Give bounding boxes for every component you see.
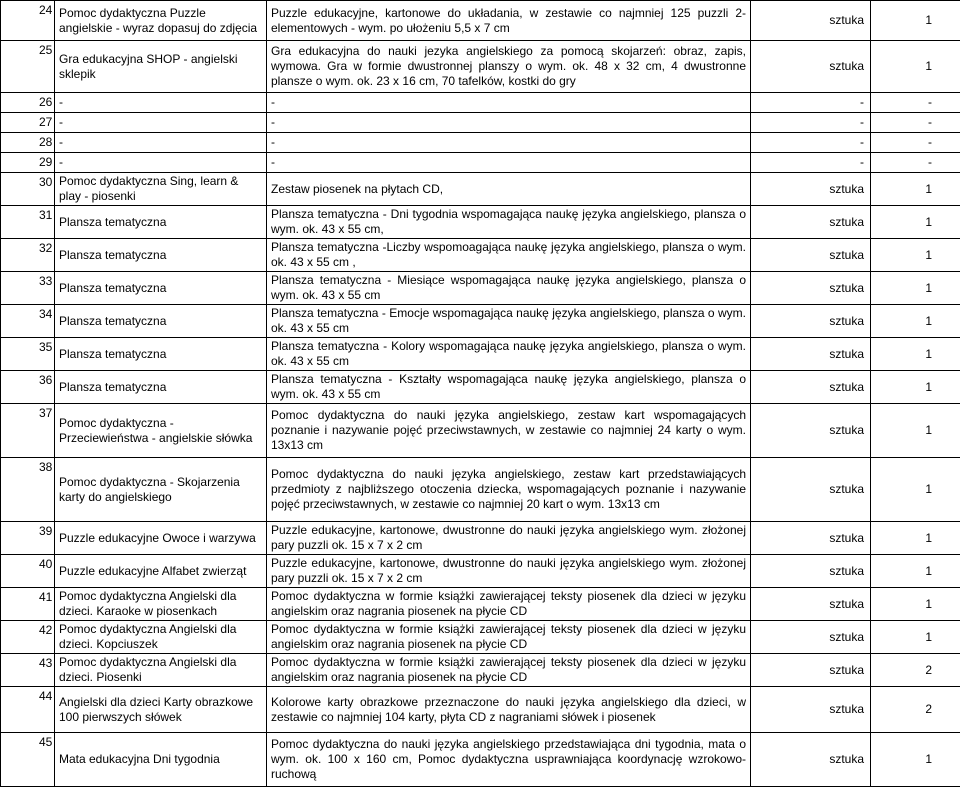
item-name: Puzzle edukacyjne Owoce i warzywa [55, 522, 267, 555]
row-number: 42 [1, 621, 55, 654]
row-number: 26 [1, 93, 55, 113]
item-quantity: 1 [871, 173, 960, 206]
row-number: 40 [1, 555, 55, 588]
table-row [1, 153, 960, 173]
item-description: - [267, 133, 751, 153]
item-unit: sztuka [751, 1, 871, 41]
row-number: 29 [1, 153, 55, 173]
item-unit: sztuka [751, 522, 871, 555]
item-name: Plansza tematyczna [55, 305, 267, 338]
item-description: Puzzle edukacyjne, kartonowe, dwustronne do nauki języka angielskiego wym. złożonej pary puzzli ok. 15 x 7 x 2 cm [267, 555, 751, 588]
row-number: 24 [1, 1, 55, 41]
item-description: Gra edukacyjna do nauki jezyka angielskiego za pomocą skojarzeń: obraz, zapis, wymowa. Gra w formie dwustronnej planszy o wym. ok. 48 x 32 cm, 4 dwustronne plansze o wym. ok. 23 x 16 cm, 70 tafelków, kostki do gry [267, 41, 751, 93]
row-number: 35 [1, 338, 55, 371]
item-name: Plansza tematyczna [55, 371, 267, 404]
table-row [1, 113, 960, 133]
row-number: 41 [1, 588, 55, 621]
item-quantity: 1 [871, 206, 960, 239]
item-quantity: 2 [871, 654, 960, 687]
table-row [1, 371, 960, 404]
item-name: Pomoc dydaktyczna Angielski dla dzieci. Kopciuszek [55, 621, 267, 654]
row-number: 36 [1, 371, 55, 404]
item-unit: sztuka [751, 733, 871, 787]
item-description: Pomoc dydaktyczna do nauki języka angielskiego przedstawiająca dni tygodnia, mata o wym. ok. 100 x 160 cm, Pomoc dydaktyczna usprawniająca koordynację wzrokowo-ruchową [267, 733, 751, 787]
item-quantity: 1 [871, 733, 960, 787]
table-row [1, 654, 960, 687]
item-description: Plansza tematyczna - Kształty wspomagająca naukę języka angielskiego, plansza o wym. ok. 43 x 55 cm [267, 371, 751, 404]
item-description: Pomoc dydaktyczna w formie książki zawierającej teksty piosenek dla dzieci w języku angielskim oraz nagrania piosenek na płycie CD [267, 588, 751, 621]
item-quantity: 1 [871, 458, 960, 522]
table-row [1, 239, 960, 272]
item-quantity: 1 [871, 404, 960, 458]
row-number: 39 [1, 522, 55, 555]
item-description: Kolorowe karty obrazkowe przeznaczone do nauki języka angielskiego dla dzieci, w zestawie co najmniej 104 karty, płyta CD z nagraniami słówek i piosenek [267, 687, 751, 733]
item-description: Pomoc dydaktyczna do nauki języka angielskiego, zestaw kart przedstawiających przedmioty z najbliższego otoczenia dziecka, wspomagających poznanie i nazywanie pojęć przeciwstawnych, w zestawie co najmniej 20 kart o wym. 13x13 cm [267, 458, 751, 522]
item-description: Pomoc dydaktyczna w formie książki zawierającej teksty piosenek dla dzieci w języku angielskim oraz nagrania piosenek na płycie CD [267, 654, 751, 687]
items-table-body [1, 1, 960, 787]
item-name: Pomoc dydaktyczna - Skojarzenia karty do angielskiego [55, 458, 267, 522]
item-description: Plansza tematyczna -Liczby wspomoagająca naukę języka angielskiego, plansza o wym. ok. 43 x 55 cm , [267, 239, 751, 272]
item-description: Plansza tematyczna - Emocje wspomagająca naukę języka angielskiego, plansza o wym. ok. 43 x 55 cm [267, 305, 751, 338]
item-quantity: 1 [871, 239, 960, 272]
item-description: - [267, 153, 751, 173]
item-unit: - [751, 113, 871, 133]
table-row [1, 522, 960, 555]
item-name: Puzzle edukacyjne Alfabet zwierząt [55, 555, 267, 588]
item-name: - [55, 153, 267, 173]
item-name: Plansza tematyczna [55, 239, 267, 272]
row-number: 31 [1, 206, 55, 239]
item-unit: sztuka [751, 41, 871, 93]
item-name: Angielski dla dzieci Karty obrazkowe 100 pierwszych słówek [55, 687, 267, 733]
item-unit: sztuka [751, 206, 871, 239]
item-description: Plansza tematyczna - Miesiące wspomagająca naukę języka angielskiego, plansza o wym. ok. 43 x 55 cm [267, 272, 751, 305]
item-name: Mata edukacyjna Dni tygodnia [55, 733, 267, 787]
item-name: - [55, 133, 267, 153]
row-number: 28 [1, 133, 55, 153]
item-quantity: - [871, 93, 960, 113]
item-description: Zestaw piosenek na płytach CD, [267, 173, 751, 206]
item-unit: sztuka [751, 305, 871, 338]
table-row [1, 41, 960, 93]
item-unit: - [751, 153, 871, 173]
item-unit: sztuka [751, 338, 871, 371]
table-row [1, 272, 960, 305]
table-row [1, 133, 960, 153]
item-description: Plansza tematyczna - Kolory wspomagająca naukę języka angielskiego, plansza o wym. ok. 43 x 55 cm [267, 338, 751, 371]
item-name: Plansza tematyczna [55, 272, 267, 305]
item-description: - [267, 113, 751, 133]
row-number: 32 [1, 239, 55, 272]
table-row [1, 173, 960, 206]
row-number: 25 [1, 41, 55, 93]
table-row [1, 305, 960, 338]
table-row [1, 687, 960, 733]
item-name: Plansza tematyczna [55, 338, 267, 371]
item-name: Pomoc dydaktyczna Angielski dla dzieci. Piosenki [55, 654, 267, 687]
table-row [1, 733, 960, 787]
table-row [1, 338, 960, 371]
item-unit: sztuka [751, 404, 871, 458]
item-quantity: 1 [871, 621, 960, 654]
item-unit: sztuka [751, 239, 871, 272]
item-description: Puzzle edukacyjne, kartonowe, dwustronne do nauki języka angielskiego wym. złożonej pary puzzli ok. 15 x 7 x 2 cm [267, 522, 751, 555]
item-quantity: - [871, 113, 960, 133]
item-description: Pomoc dydaktyczna w formie książki zawierającej teksty piosenek dla dzieci w języku angielskim oraz nagrania piosenek na płycie CD [267, 621, 751, 654]
item-unit: sztuka [751, 588, 871, 621]
item-unit: sztuka [751, 555, 871, 588]
row-number: 33 [1, 272, 55, 305]
table-row [1, 458, 960, 522]
table-row [1, 1, 960, 41]
item-quantity: 1 [871, 371, 960, 404]
item-description: Pomoc dydaktyczna do nauki języka angielskiego, zestaw kart wspomagających poznanie i nazywanie pojęć przeciwstawnych, w zestawie co najmniej 24 karty o wym. 13x13 cm [267, 404, 751, 458]
item-unit: sztuka [751, 173, 871, 206]
item-name: Gra edukacyjna SHOP - angielski sklepik [55, 41, 267, 93]
table-row [1, 588, 960, 621]
item-name: - [55, 93, 267, 113]
item-unit: sztuka [751, 687, 871, 733]
item-quantity: 2 [871, 687, 960, 733]
item-unit: - [751, 133, 871, 153]
item-quantity: 1 [871, 305, 960, 338]
item-quantity: 1 [871, 41, 960, 93]
row-number: 38 [1, 458, 55, 522]
table-row [1, 206, 960, 239]
table-row [1, 404, 960, 458]
item-unit: - [751, 93, 871, 113]
item-quantity: - [871, 153, 960, 173]
item-unit: sztuka [751, 654, 871, 687]
item-description: Puzzle edukacyjne, kartonowe do układania, w zestawie co najmniej 125 puzzli 2-elementowych - wym. po ułożeniu 5,5 x 7 cm [267, 1, 751, 41]
item-quantity: 1 [871, 588, 960, 621]
row-number: 45 [1, 733, 55, 787]
item-quantity: - [871, 133, 960, 153]
item-description: Plansza tematyczna - Dni tygodnia wspomagająca naukę języka angielskiego, plansza o wym. ok. 43 x 55 cm, [267, 206, 751, 239]
item-unit: sztuka [751, 621, 871, 654]
row-number: 44 [1, 687, 55, 733]
row-number: 37 [1, 404, 55, 458]
item-quantity: 1 [871, 338, 960, 371]
row-number: 43 [1, 654, 55, 687]
item-unit: sztuka [751, 272, 871, 305]
item-unit: sztuka [751, 458, 871, 522]
row-number: 34 [1, 305, 55, 338]
item-name: - [55, 113, 267, 133]
row-number: 27 [1, 113, 55, 133]
item-name: Plansza tematyczna [55, 206, 267, 239]
item-quantity: 1 [871, 522, 960, 555]
item-quantity: 1 [871, 1, 960, 41]
item-quantity: 1 [871, 272, 960, 305]
row-number: 30 [1, 173, 55, 206]
item-unit: sztuka [751, 371, 871, 404]
item-description: - [267, 93, 751, 113]
item-name: Pomoc dydaktyczna - Przeciewieństwa - angielskie słówka [55, 404, 267, 458]
item-name: Pomoc dydaktyczna Angielski dla dzieci. Karaoke w piosenkach [55, 588, 267, 621]
table-row [1, 555, 960, 588]
item-name: Pomoc dydaktyczna Sing, learn & play - piosenki [55, 173, 267, 206]
table-row [1, 621, 960, 654]
item-quantity: 1 [871, 555, 960, 588]
item-name: Pomoc dydaktyczna Puzzle angielskie - wyraz dopasuj do zdjęcia [55, 1, 267, 41]
table-row [1, 93, 960, 113]
